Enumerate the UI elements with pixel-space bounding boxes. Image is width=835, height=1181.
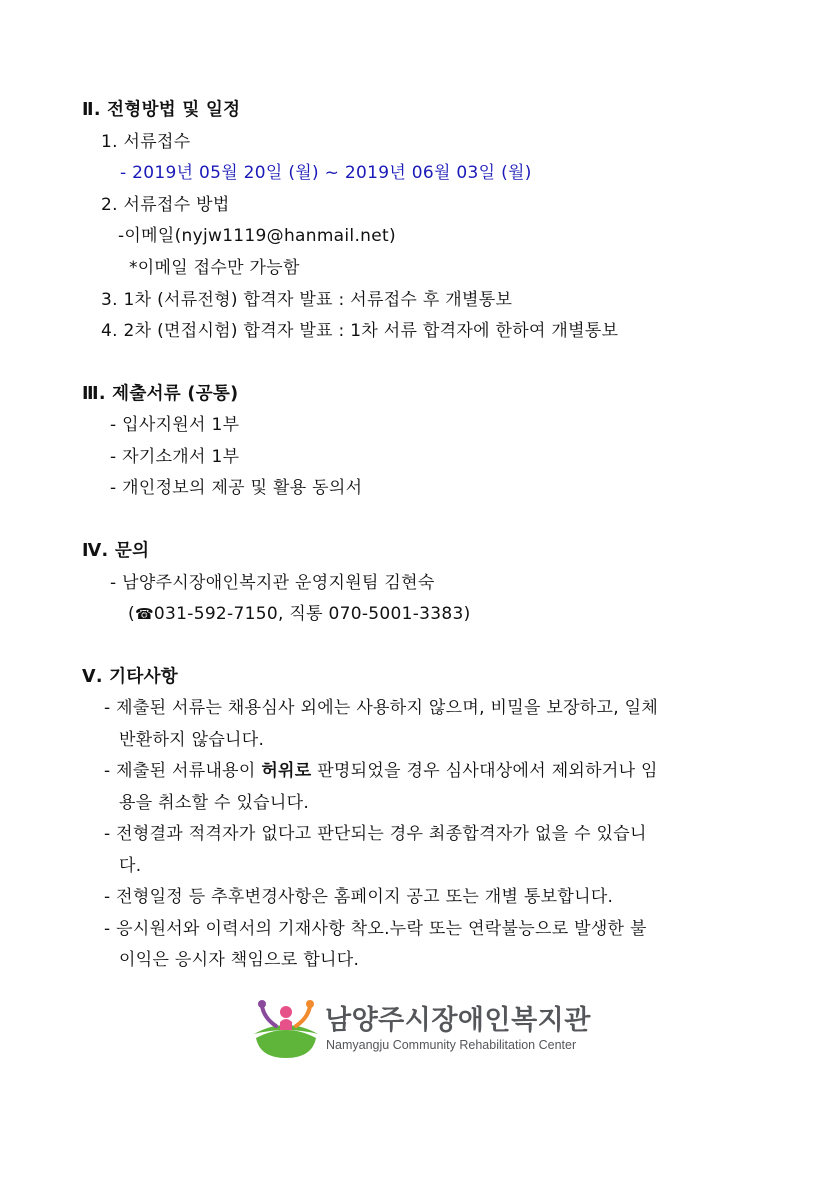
contact-phone-line xyxy=(128,603,471,625)
doc-item-3: - 개인정보의 제공 및 활용 동의서 xyxy=(110,478,363,498)
note-4-line-1: - 전형일정 등 추후변경사항은 홈페이지 공고 또는 개별 통보합니다. xyxy=(104,887,614,907)
contact-phone: 031-592-7150, 직통 070-5001-3383) xyxy=(153,604,471,624)
note-2-bold: 허위로 xyxy=(261,761,312,781)
note-5-line-2: 이익은 응시자 책임으로 합니다. xyxy=(119,950,360,970)
note-1-line-1: - 제출된 서류는 채용심사 외에는 사용하지 않으며, 비밀을 보장하고, 일체 xyxy=(104,698,659,718)
section-2-title: Ⅱ. 전형방법 및 일정 xyxy=(82,100,241,120)
note-3-line-2: 다. xyxy=(119,856,142,876)
doc-item-1: - 입사지원서 1부 xyxy=(110,415,240,435)
section-3-title: Ⅲ. 제출서류 (공통) xyxy=(82,384,239,404)
note-2-line-1 xyxy=(104,760,658,782)
center-logo-icon xyxy=(250,996,322,1060)
note-5-line-1: - 응시원서와 이력서의 기재사항 착오.누락 또는 연락불능으로 발생한 불 xyxy=(104,919,647,939)
section-2-item-2: 2. 서류접수 방법 xyxy=(101,195,230,215)
logo-name: 남양주시장애인복지관 xyxy=(325,1005,591,1036)
note-3-line-1: - 전형결과 적격자가 없다고 판단되는 경우 최종합격자가 없을 수 있습니 xyxy=(104,824,647,844)
email-only-note: *이메일 접수만 가능함 xyxy=(129,258,300,278)
contact-person: - 남양주시장애인복지관 운영지원팀 김현숙 xyxy=(110,573,435,593)
application-period: - 2019년 05월 20일 (월) ~ 2019년 06월 03일 (월) xyxy=(120,163,532,183)
section-2-item-1: 1. 서류접수 xyxy=(101,132,191,152)
section-4-title: Ⅳ. 문의 xyxy=(82,541,150,561)
note-2-line-2: 용을 취소할 수 있습니다. xyxy=(119,793,310,813)
note-1-line-2: 반환하지 않습니다. xyxy=(119,730,265,750)
section-5-title: Ⅴ. 기타사항 xyxy=(82,667,179,687)
doc-item-2: - 자기소개서 1부 xyxy=(110,447,240,467)
center-logo xyxy=(250,996,590,1060)
logo-english-name: Namyangju Community Rehabilitation Center xyxy=(326,1038,577,1052)
paren-open: ( xyxy=(128,604,135,624)
section-2-item-3: 3. 1차 (서류전형) 합격자 발표 : 서류접수 후 개별통보 xyxy=(101,290,513,310)
note-2-text-a: - 제출된 서류내용이 xyxy=(104,761,262,781)
application-email: -이메일(nyjw1119@hanmail.net) xyxy=(118,226,396,246)
phone-icon: ☎ xyxy=(134,605,154,623)
section-2-item-4: 4. 2차 (면접시험) 합격자 발표 : 1차 서류 합격자에 한하여 개별통보 xyxy=(101,321,619,341)
note-2-text-b: 판명되었을 경우 심사대상에서 제외하거나 임 xyxy=(311,761,658,781)
